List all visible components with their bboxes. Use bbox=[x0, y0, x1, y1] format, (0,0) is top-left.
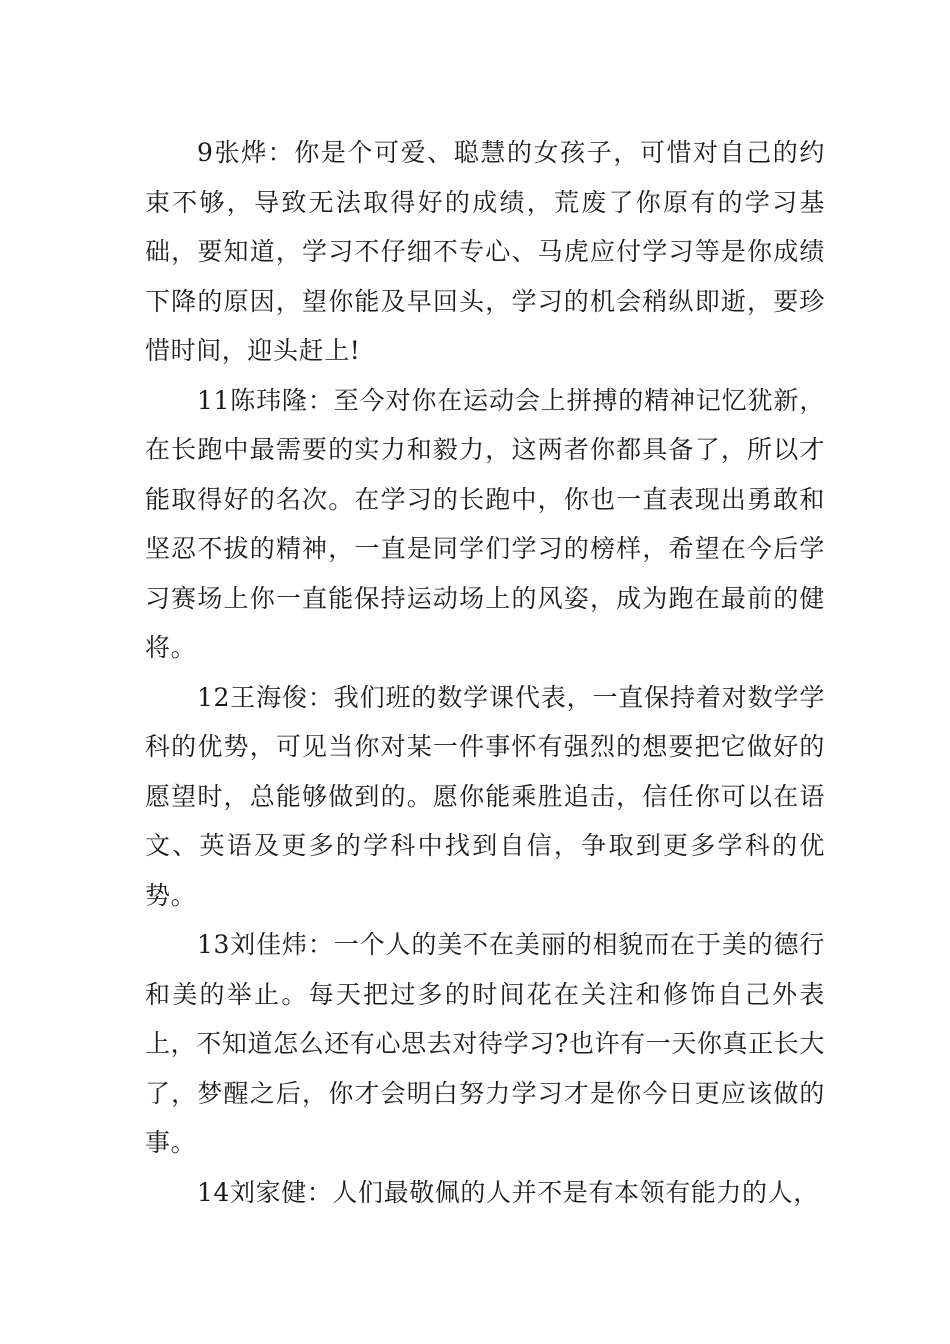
comment-paragraph-chen-weilong: 11陈玮隆：至今对你在运动会上拼搏的精神记忆犹新，在长跑中最需要的实力和毅力，这两者你都具备了，所以才能取得好的名次。在学习的长跑中，你也一直表现出勇敢和坚忍不拔的精神，一直是同学们学习的榜样，希望在今后学习赛场上你一直能保持运动场上的风姿，成为跑在最前的健将。 bbox=[145, 385, 825, 662]
comment-paragraph-wang-haijun: 12王海俊：我们班的数学课代表，一直保持着对数学学科的优势，可见当你对某一件事怀有强烈的想要把它做好的愿望时，总能够做到的。愿你能乘胜追击，信任你可以在语文、英语及更多的学科中找到自信，争取到更多学科的优势。 bbox=[145, 682, 825, 910]
document-body bbox=[145, 128, 825, 1217]
comment-paragraph-zhang-ye: 9张烨：你是个可爱、聪慧的女孩子，可惜对自己的约束不够，导致无法取得好的成绩，荒废了你原有的学习基础，要知道，学习不仔细不专心、马虎应付学习等是你成绩下降的原因，望你能及早回头，学习的机会稍纵即逝，要珍惜时间，迎头赶上! bbox=[145, 138, 825, 365]
comment-paragraph-liu-jiawei: 13刘佳炜：一个人的美不在美丽的相貌而在于美的德行和美的举止。每天把过多的时间花在关注和修饰自己外表上，不知道怎么还有心思去对待学习?也许有一天你真正长大了，梦醒之后，你才会明白努力学习才是你今日更应该做的事。 bbox=[145, 930, 825, 1157]
comment-paragraph-liu-jiajian: 14刘家健：人们最敬佩的人并不是有本领有能力的人， bbox=[197, 1177, 819, 1207]
